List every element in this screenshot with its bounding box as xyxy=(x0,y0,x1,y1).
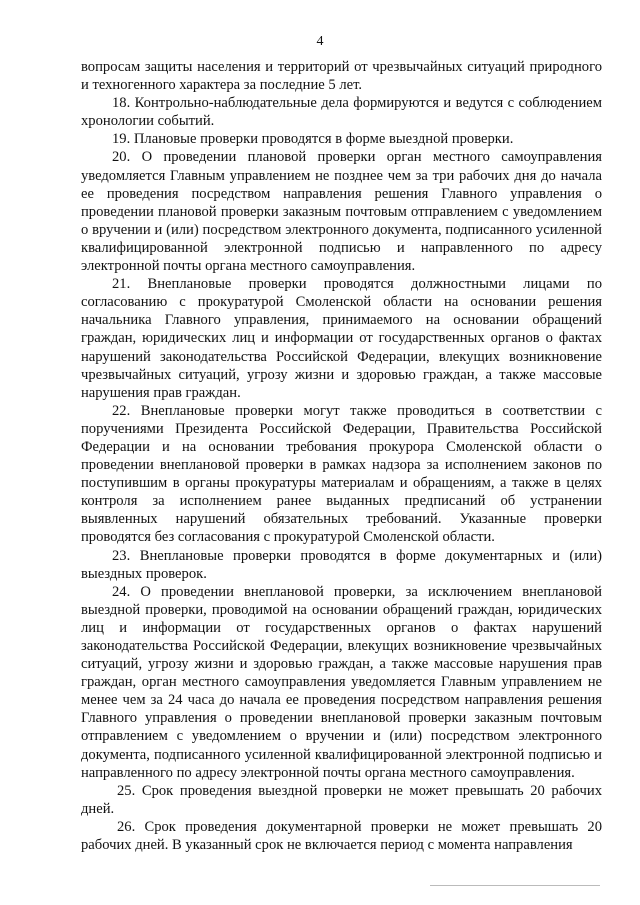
page-number: 4 xyxy=(316,34,324,49)
paragraph-21: 21. Внеплановые проверки проводятся должностными лицами по согласованию с прокуратурой Смоленской области на основании решения начальника Главного управления, принимаемого на основании обращений граждан, юридических лиц и информации от государственных органов о фактах нарушений законодательства Российской Федерации, влекущих возникновение чрезвычайных ситуаций, угрозу жизни и здоровью граждан, а также массовые нарушения прав граждан. xyxy=(81,276,602,401)
paragraph-23: 23. Внеплановые проверки проводятся в форме документарных и (или) выездных проверок. xyxy=(81,547,602,582)
footer-divider xyxy=(430,885,600,886)
document-body xyxy=(81,58,602,854)
paragraph-22: 22. Внеплановые проверки могут также проводиться в соответствии с поручениями Президента Российской Федерации, Правительства Российской Федерации и на основании требования прокурора Смоленской области о проведении внеплановой проверки в рамках надзора за исполнением законов по поступившим в органы прокуратуры материалам и обращениям, а также в целях контроля за исполнением ранее выданных предписаний об устранении выявленных нарушений обязательных требований. Указанные проверки проводятся без согласования с прокуратурой Смоленской области. xyxy=(81,402,602,546)
paragraph-20: 20. О проведении плановой проверки орган местного самоуправления уведомляется Главным управлением не позднее чем за три рабочих дня до начала ее проведения посредством направления решения Главного управления о проведении плановой проверки заказным почтовым отправлением с уведомлением о вручении и (или) посредством электронного документа, подписанного усиленной квалифицированной электронной подписью и направленного по адресу электронной почты органа местного самоуправления. xyxy=(81,149,602,275)
paragraph-24: 24. О проведении внеплановой проверки, за исключением внеплановой выездной проверки, проводимой на основании обращений граждан, юридических лиц и информации от государственных органов о фактах нарушений законодательства Российской Федерации, влекущих возникновение чрезвычайных ситуаций, угрозу жизни и здоровью граждан, а также массовые нарушения прав граждан, орган местного самоуправления уведомляется Главным управлением не менее чем за 24 часа до начала ее проведения посредством направления решения Главного управления о проведении внеплановой проверки заказным почтовым отправлением с уведомлением о вручении и (или) посредством электронного документа, подписанного усиленной квалифицированной электронной подписью и направленного по адресу электронной почты органа местного самоуправления. xyxy=(81,583,602,781)
paragraph-25: 25. Срок проведения выездной проверки не может превышать 20 рабочих дней. xyxy=(81,782,602,817)
paragraph-continuation: вопросам защиты населения и территорий от чрезвычайных ситуаций природного и техногенного характера за последние 5 лет. xyxy=(81,59,602,94)
paragraph-26: 26. Срок проведения документарной проверки не может превышать 20 рабочих дней. В указанный срок не включается период с момента направления xyxy=(81,818,602,854)
paragraph-18: 18. Контрольно-наблюдательные дела формируются и ведутся с соблюдением хронологии событий. xyxy=(81,95,602,130)
paragraph-19: 19. Плановые проверки проводятся в форме выездной проверки. xyxy=(112,131,514,148)
